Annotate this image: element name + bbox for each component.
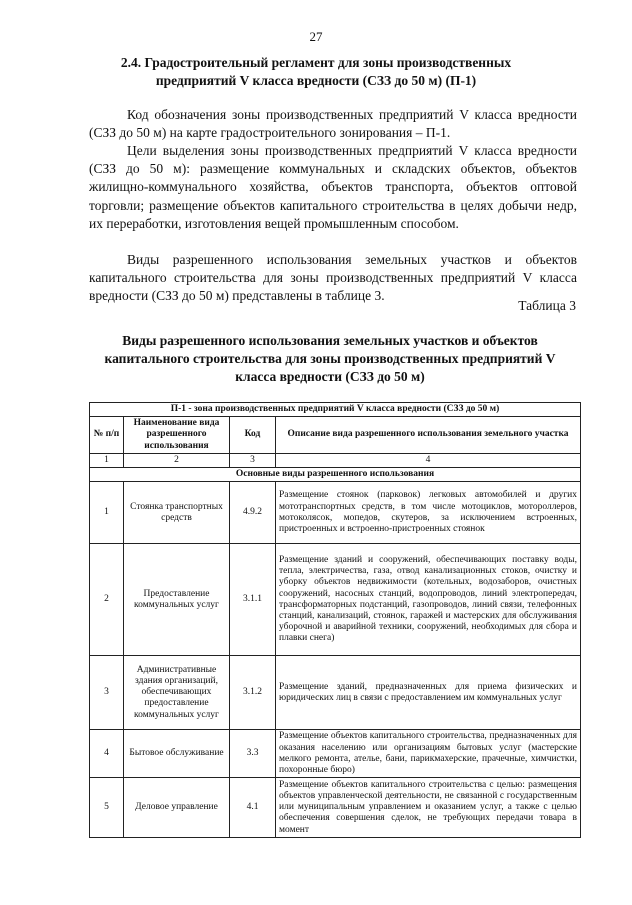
paragraph-zone-code (89, 106, 577, 142)
header-name: Наименование вида разрешенного использования (124, 417, 230, 454)
use-description: Размещение объектов капитального строительства с целью: размещения объектов управленческой деятельности, не связанной с государственным или муниципальным управлением и оказанием услуг, а также с целью обеспечения совершения сделок, не требующих передачи товара в момент (276, 778, 581, 838)
paragraph-table-ref (89, 251, 577, 306)
column-number: 4 (276, 453, 581, 467)
header-number: № п/п (90, 417, 124, 454)
use-code: 4.9.2 (230, 482, 276, 544)
table-zone-header-row (90, 403, 581, 417)
use-description: Размещение зданий, предназначенных для приема физических и юридических лиц в связи с предоставлением им коммунальных услуг (276, 656, 581, 730)
use-name: Административные здания организаций, обеспечивающих предоставление коммунальных услуг (124, 656, 230, 730)
paragraph-text: Код обозначения зоны производственных предприятий V класса вредности (СЗЗ до 50 м) на карте градостроительного зонирования – П-1. (89, 107, 577, 141)
zone-header: П-1 - зона производственных предприятий V класса вредности (СЗЗ до 50 м) (90, 403, 581, 417)
row-number: 1 (90, 482, 124, 544)
paragraph-text: Виды разрешенного использования земельных участков и объектов капитального строительства для зоны производственных предприятий V класса вредности (СЗЗ до 50 м) представлены в таблице 3. (89, 252, 577, 304)
paragraph-zone-goals (89, 142, 577, 233)
use-description: Размещение зданий и сооружений, обеспечивающих поставку воды, тепла, электричества, газа, отвод канализационных стоков, очистку и уборку объектов недвижимости (котельных, водозаборов, очистных сооружений, насосных станций, водопроводов, линий электропередач, трансформаторных подстанций, газопроводов, линий связи, телефонных станций, канализаций, стоянок, гаражей и мастерских для обслуживания уборочной и аварийной техники, сооружений, необходимых для сбора и плавки снега) (276, 544, 581, 656)
use-code: 3.1.1 (230, 544, 276, 656)
section-row (90, 468, 581, 482)
header-description: Описание вида разрешенного использования земельного участка (276, 417, 581, 454)
table-header-row (90, 417, 581, 454)
row-number: 5 (90, 778, 124, 838)
column-number: 2 (124, 453, 230, 467)
section-title: 2.4. Градостроительный регламент для зоны производственных предприятий V класса вредности (СЗЗ до 50 м) (П-1) (120, 55, 512, 88)
header-code: Код (230, 417, 276, 454)
section-header: Основные виды разрешенного использования (90, 468, 581, 482)
use-name: Стоянка транспортных средств (124, 482, 230, 544)
table-title: Виды разрешенного использования земельных участков и объектов капитального строительства для зоны производственных предприятий V класса вредности (СЗЗ до 50 м) (104, 333, 556, 384)
column-number-row (90, 453, 581, 467)
use-description: Размещение стоянок (парковок) легковых автомобилей и других мототранспортных средств, в том числе мотоциклов, мотороллеров, мотоколясок, мопедов, скутеров, за исключением встроенных, пристроенных и встроенно-пристроенных стоянок (276, 482, 581, 544)
use-description: Размещение объектов капитального строительства, предназначенных для оказания населению или организациям бытовых услуг (мастерские мелкого ремонта, ателье, бани, парикмахерские, прачечные, химчистки, похоронные бюро) (276, 730, 581, 778)
row-number: 2 (90, 544, 124, 656)
table-row (90, 482, 581, 544)
use-name: Бытовое обслуживание (124, 730, 230, 778)
table-row (90, 778, 581, 838)
table-row (90, 656, 581, 730)
table-label: Таблица 3 (518, 298, 576, 313)
paragraph-text: Цели выделения зоны производственных предприятий V класса вредности (СЗЗ до 50 м): размещение коммунальных и складских объектов, объектов жилищно-коммунального хозяйства, объектов транспорта, объектов оптовой торговли; размещение объектов капитального строительства в целях добычи недр, их переработки, изготовления вещей промышленным способом. (89, 143, 577, 231)
use-code: 4.1 (230, 778, 276, 838)
table-row (90, 730, 581, 778)
table-row (90, 544, 581, 656)
row-number: 3 (90, 656, 124, 730)
use-name: Деловое управление (124, 778, 230, 838)
use-code: 3.3 (230, 730, 276, 778)
permitted-use-table (89, 402, 581, 838)
use-name: Предоставление коммунальных услуг (124, 544, 230, 656)
column-number: 1 (90, 453, 124, 467)
column-number: 3 (230, 453, 276, 467)
row-number: 4 (90, 730, 124, 778)
use-code: 3.1.2 (230, 656, 276, 730)
page-number: 27 (309, 29, 323, 44)
